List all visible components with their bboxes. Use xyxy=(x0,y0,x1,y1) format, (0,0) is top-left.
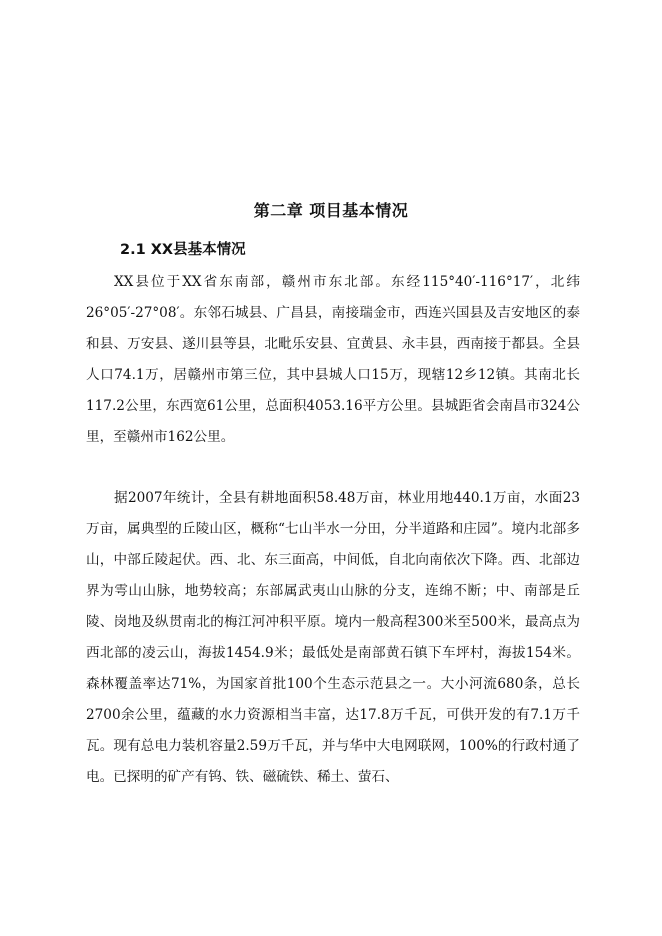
paragraph-county-location: XX县位于XX省东南部，赣州市东北部。东经115°40′-116°17′，北纬26°05′-27°08′。东邻石城县、广昌县，南接瑞金市，西连兴国县及吉安地区的泰和县、万安县、遂川县等县，北毗乐安县、宜黄县、永丰县，西南接于都县。全县人口74.1万，居赣州市第三位，其中县城人口15万，现辖12乡12镇。其南北长117.2公里，东西宽61公里，总面积4053.16平方公里。县城距省会南昌市324公里，至赣州市162公里。 xyxy=(86,274,580,445)
chapter-title: 第二章 项目基本情况 xyxy=(253,201,409,220)
paragraph-land-resources: 据2007年统计，全县有耕地面积58.48万亩，林业用地440.1万亩，水面23万亩，属典型的丘陵山区，概称“七山半水一分田，分半道路和庄园”。境内北部多山，中部丘陵起伏。西、北、东三面高，中间低，自北向南依次下降。西、北部边界为雩山山脉，地势较高；东部属武夷山山脉的分支，连绵不断；中、南部是丘陵、岗地及纵贯南北的梅江河冲积平原。境内一般高程300米至500米，最高点为西北部的凌云山，海拔1454.9米；最低处是南部黄石镇下车坪村，海拔154米。森林覆盖率达71%，为国家首批100个生态示范县之一。大小河流680条，总长2700余公里，蕴藏的水力资源相当丰富，达17.8万千瓦，可供开发的有7.1万千瓦。现有总电力装机容量2.59万千瓦，并与华中大电网联网，100%的行政村通了电。已探明的矿产有钨、铁、磁硫铁、稀土、萤石、 xyxy=(86,490,580,785)
section-heading: 2.1 XX县基本情况 xyxy=(120,242,246,258)
